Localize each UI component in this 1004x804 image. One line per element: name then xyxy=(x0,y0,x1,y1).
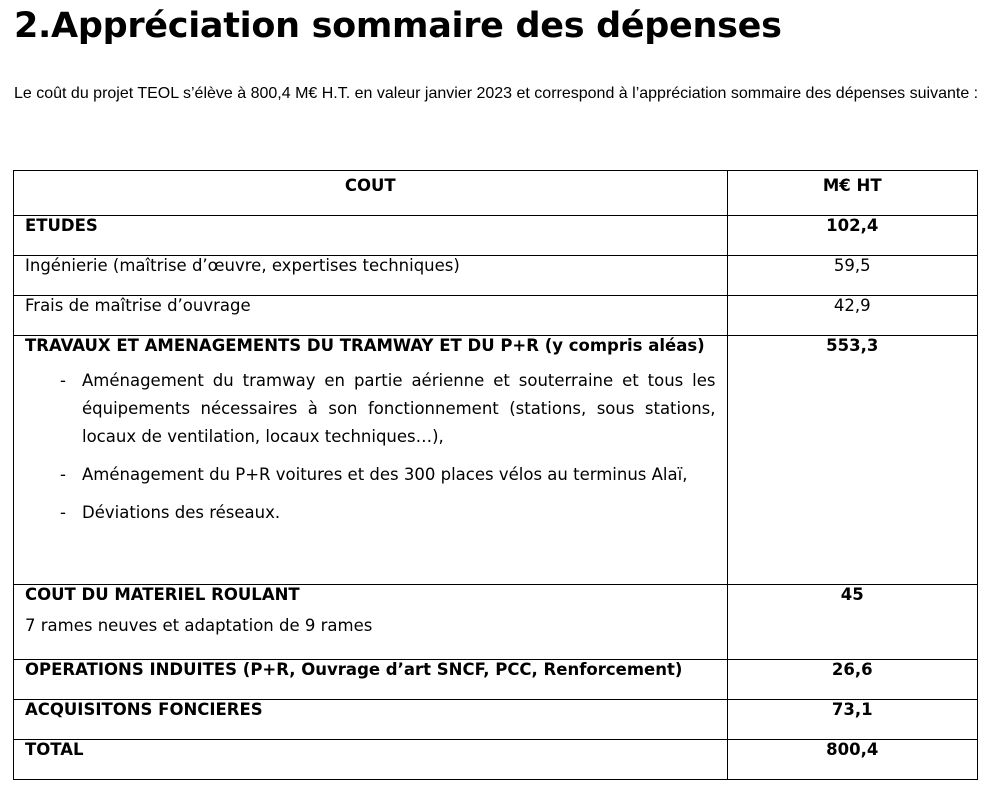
ingenierie-label: Ingénierie (maîtrise d’œuvre, expertises techniques) xyxy=(14,256,728,296)
list-item xyxy=(25,499,716,527)
travaux-item-2: Aménagement du P+R voitures et des 300 places vélos au terminus Alaï, xyxy=(82,465,688,484)
acquisitions-value: 73,1 xyxy=(727,700,977,740)
total-label: TOTAL xyxy=(14,740,728,780)
table-header-row xyxy=(14,171,978,216)
list-item xyxy=(25,367,716,451)
header-cost: COUT xyxy=(14,171,728,216)
travaux-cell xyxy=(14,336,728,585)
row-operations xyxy=(14,660,978,700)
frais-value: 42,9 xyxy=(727,296,977,336)
operations-value: 26,6 xyxy=(727,660,977,700)
total-value: 800,4 xyxy=(727,740,977,780)
row-frais xyxy=(14,296,978,336)
etudes-label: ETUDES xyxy=(14,216,728,256)
bullet-dash: - xyxy=(60,465,66,484)
row-acquisitions xyxy=(14,700,978,740)
bullet-dash: - xyxy=(60,371,66,390)
row-etudes xyxy=(14,216,978,256)
header-amount: M€ HT xyxy=(727,171,977,216)
list-item xyxy=(25,461,716,489)
acquisitions-label: ACQUISITONS FONCIERES xyxy=(14,700,728,740)
travaux-label: TRAVAUX ET AMENAGEMENTS DU TRAMWAY ET DU P+R (y compris aléas) xyxy=(25,336,705,355)
section-heading: 2.Appréciation sommaire des dépenses xyxy=(14,6,782,46)
travaux-items xyxy=(25,367,716,527)
row-travaux xyxy=(14,336,978,585)
row-materiel xyxy=(14,585,978,660)
materiel-detail: 7 rames neuves et adaptation de 9 rames xyxy=(25,616,373,635)
ingenierie-value: 59,5 xyxy=(727,256,977,296)
travaux-item-3: Déviations des réseaux. xyxy=(82,503,281,522)
materiel-label: COUT DU MATERIEL ROULANT xyxy=(25,585,300,604)
travaux-value: 553,3 xyxy=(727,336,977,585)
frais-label: Frais de maîtrise d’ouvrage xyxy=(14,296,728,336)
travaux-item-1: Aménagement du tramway en partie aérienne et souterraine et tous les équipements nécessaires à son fonctionnement (stations, sous stations, locaux de ventilation, locaux techniques…), xyxy=(82,371,716,446)
etudes-value: 102,4 xyxy=(727,216,977,256)
intro-paragraph: Le coût du projet TEOL s’élève à 800,4 M€ H.T. en valeur janvier 2023 et correspond à l’appréciation sommaire des dépenses suivante : xyxy=(14,85,979,102)
bullet-dash: - xyxy=(60,503,66,522)
operations-label: OPERATIONS INDUITES (P+R, Ouvrage d’art SNCF, PCC, Renforcement) xyxy=(14,660,728,700)
row-ingenierie xyxy=(14,256,978,296)
cost-table xyxy=(13,170,978,780)
materiel-cell xyxy=(14,585,728,660)
materiel-value: 45 xyxy=(727,585,977,660)
row-total xyxy=(14,740,978,780)
